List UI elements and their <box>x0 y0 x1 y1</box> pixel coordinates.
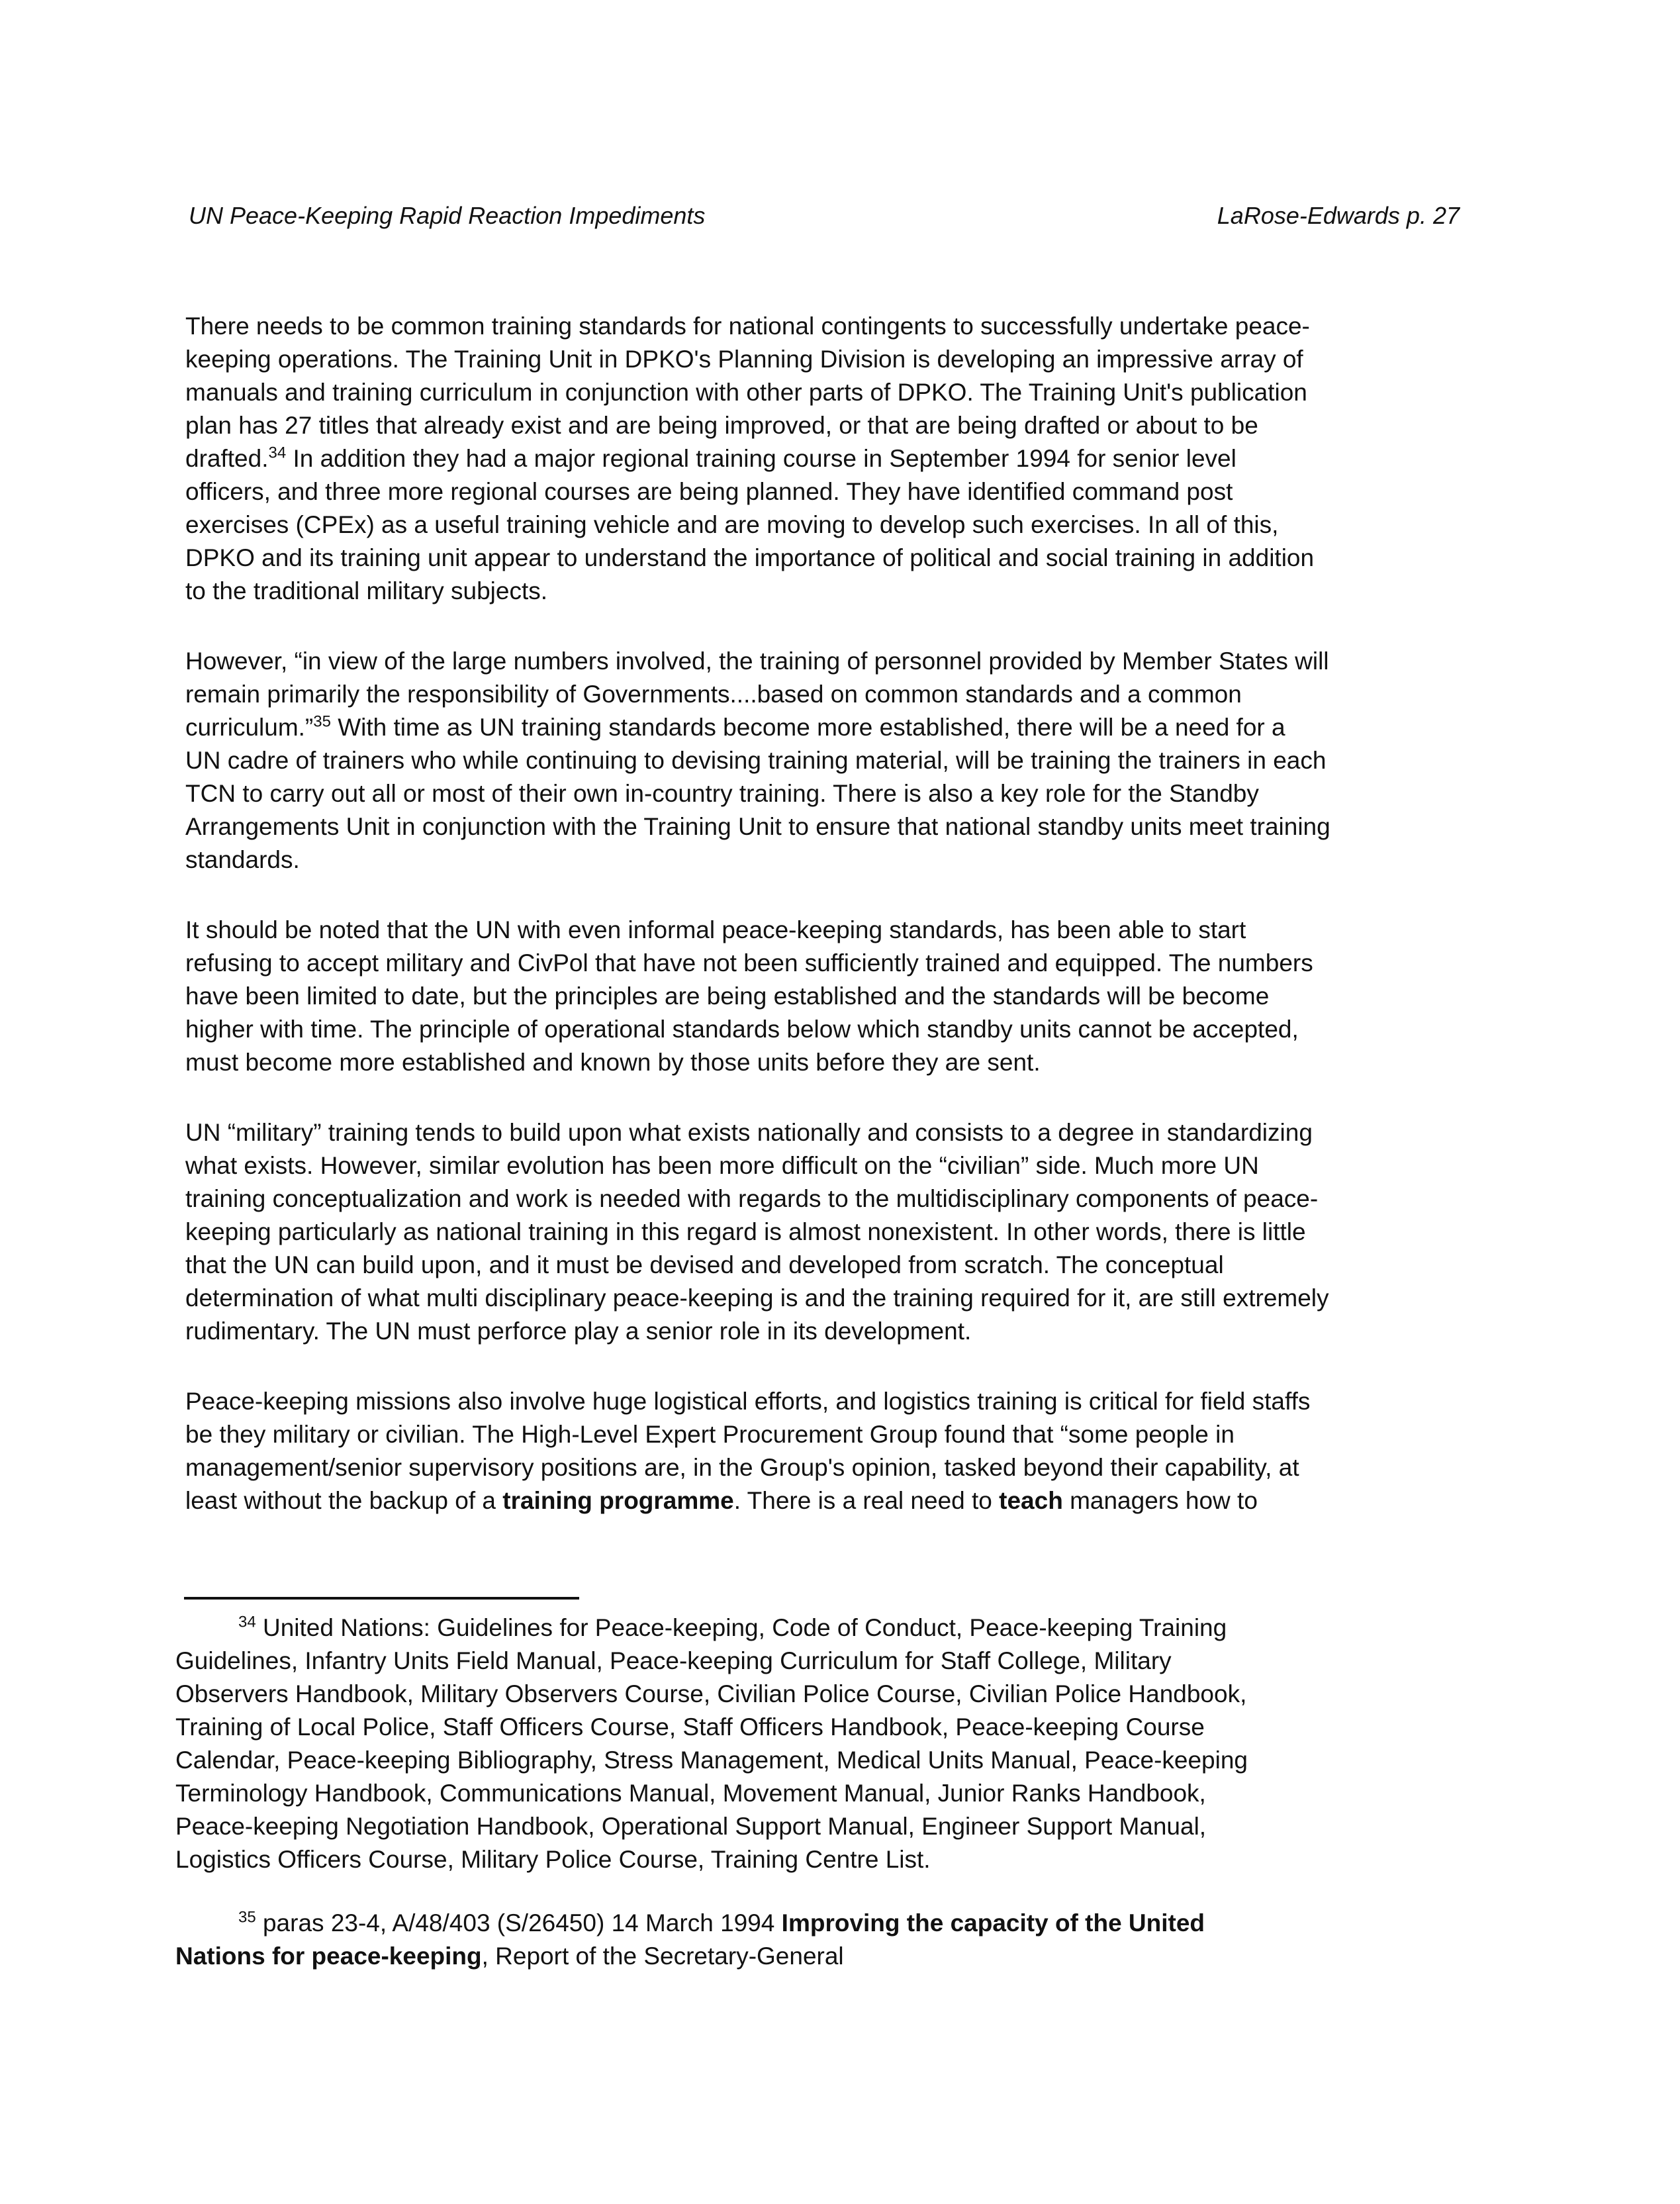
footnote-35-tail: , Report of the Secretary-General <box>481 1942 844 1970</box>
header-page-number: LaRose-Edwards p. 27 <box>1217 202 1460 229</box>
footnote-35-number: 35 <box>238 1908 256 1927</box>
footnotes <box>175 1611 1456 2003</box>
main-text <box>185 310 1466 1555</box>
paragraph-5-text-a: Peace-keeping missions also involve huge logistical efforts, and logistics training is critical for field staffs be they military or civilian. The High-Level Expert Procurement Group found that “some people in management/senior supervisory positions are, in the Group's opinion, tasked beyond their capability, at least without the backup of a <box>185 1388 1311 1514</box>
paragraph-5 <box>185 1385 1466 1517</box>
paragraph-1 <box>185 310 1466 608</box>
paragraph-4: UN “military” training tends to build upon what exists nationally and consists to a degree in standardizing what exists. However, similar evolution has been more difficult on the “civilian” side. Much more UN training conceptualization and work is needed with regards to the multidisciplinary components of peace- keeping particularly as national training in this regard is almost nonexistent. In other words, there is little that the UN can build upon, and it must be devised and developed from scratch. The conceptual determination of what multi disciplinary peace-keeping is and the training required for it, are still extremely rudimentary. The UN must perforce play a senior role in its development. <box>185 1119 1329 1345</box>
footnote-ref-35: 35 <box>313 712 331 731</box>
footnote-34-text: United Nations: Guidelines for Peace-keeping, Code of Conduct, Peace-keeping Training Guidelines, Infantry Units Field Manual, Peace-keeping Curriculum for Staff College, Military Observers Handbook, Military Observers Course, Civilian Police Course, Civilian Police Handbook, Training of Local Police, Staff Officers Course, Staff Officers Handbook, Peace-keeping Course Calendar, Peace-keeping Bibliography, Stress Management, Medical Units Manual, Peace-keeping Terminology Handbook, Communications Manual, Movement Manual, Junior Ranks Handbook, Peace-keeping Negotiation Handbook, Operational Support Manual, Engineer Support Manual, Logistics Officers Course, Military Police Course, Training Centre List. <box>175 1614 1248 1873</box>
running-header <box>189 202 1460 242</box>
paragraph-3: It should be noted that the UN with even informal peace-keeping standards, has been able to start refusing to accept military and CivPol that have not been sufficiently trained and equipped. The numbers have been limited to date, but the principles are being established and the standards will be become higher with time. The principle of operational standards below which standby units cannot be accepted, must become more established and known by those units before they are sent. <box>185 916 1313 1076</box>
footnote-ref-34: 34 <box>268 444 287 462</box>
footnote-separator <box>184 1597 579 1600</box>
paragraph-5-text-c: managers how to <box>1062 1487 1258 1514</box>
paragraph-2-text-a: However, “in view of the large numbers involved, the training of personnel provided by Member States will remain primarily the responsibility of Governments....based on common standards and a common curriculum.” <box>185 647 1329 741</box>
footnote-35-text: paras 23-4, A/48/403 (S/26450) 14 March 1994 <box>256 1909 782 1937</box>
paragraph-1-text-b: In addition they had a major regional training course in September 1994 for senior level officers, and three more regional courses are being planned. They have identified command post exercises (CPEx) as a useful training vehicle and are moving to develop such exercises. In all of this, DPKO and its training unit appear to understand the importance of political and social training in addition to the traditional military subjects. <box>185 445 1315 604</box>
paragraph-2 <box>185 645 1466 877</box>
footnote-34 <box>175 1611 1456 1876</box>
footnote-34-number: 34 <box>238 1613 256 1631</box>
paragraph-5-bold-teach: teach <box>999 1487 1063 1514</box>
paragraph-2-text-b: With time as UN training standards become more established, there will be a need for a UN cadre of trainers who while continuing to devising training material, will be training the trainers in each TCN to carry out all or most of their own in-country training. There is also a key role for the Standby Arrangements Unit in conjunction with the Training Unit to ensure that national standby units meet training standards. <box>185 714 1330 873</box>
paragraph-5-text-b: . There is a real need to <box>733 1487 1000 1514</box>
paragraph-1-text-a: There needs to be common training standards for national contingents to successfully undertake peace- keeping operations. The Training Unit in DPKO's Planning Division is developing an impressive array of manuals and training curriculum in conjunction with other parts of DPKO. The Training Unit's publication plan has 27 titles that already exist and are being improved, or that are being drafted or about to be drafted. <box>185 312 1310 472</box>
header-title: UN Peace-Keeping Rapid Reaction Impediments <box>189 202 706 229</box>
footnote-35 <box>175 1907 1456 1973</box>
paragraph-5-bold-training-programme: training programme <box>502 1487 734 1514</box>
footnote-35-report-title: Improving the capacity of the United Nations for peace-keeping <box>175 1909 1205 1970</box>
